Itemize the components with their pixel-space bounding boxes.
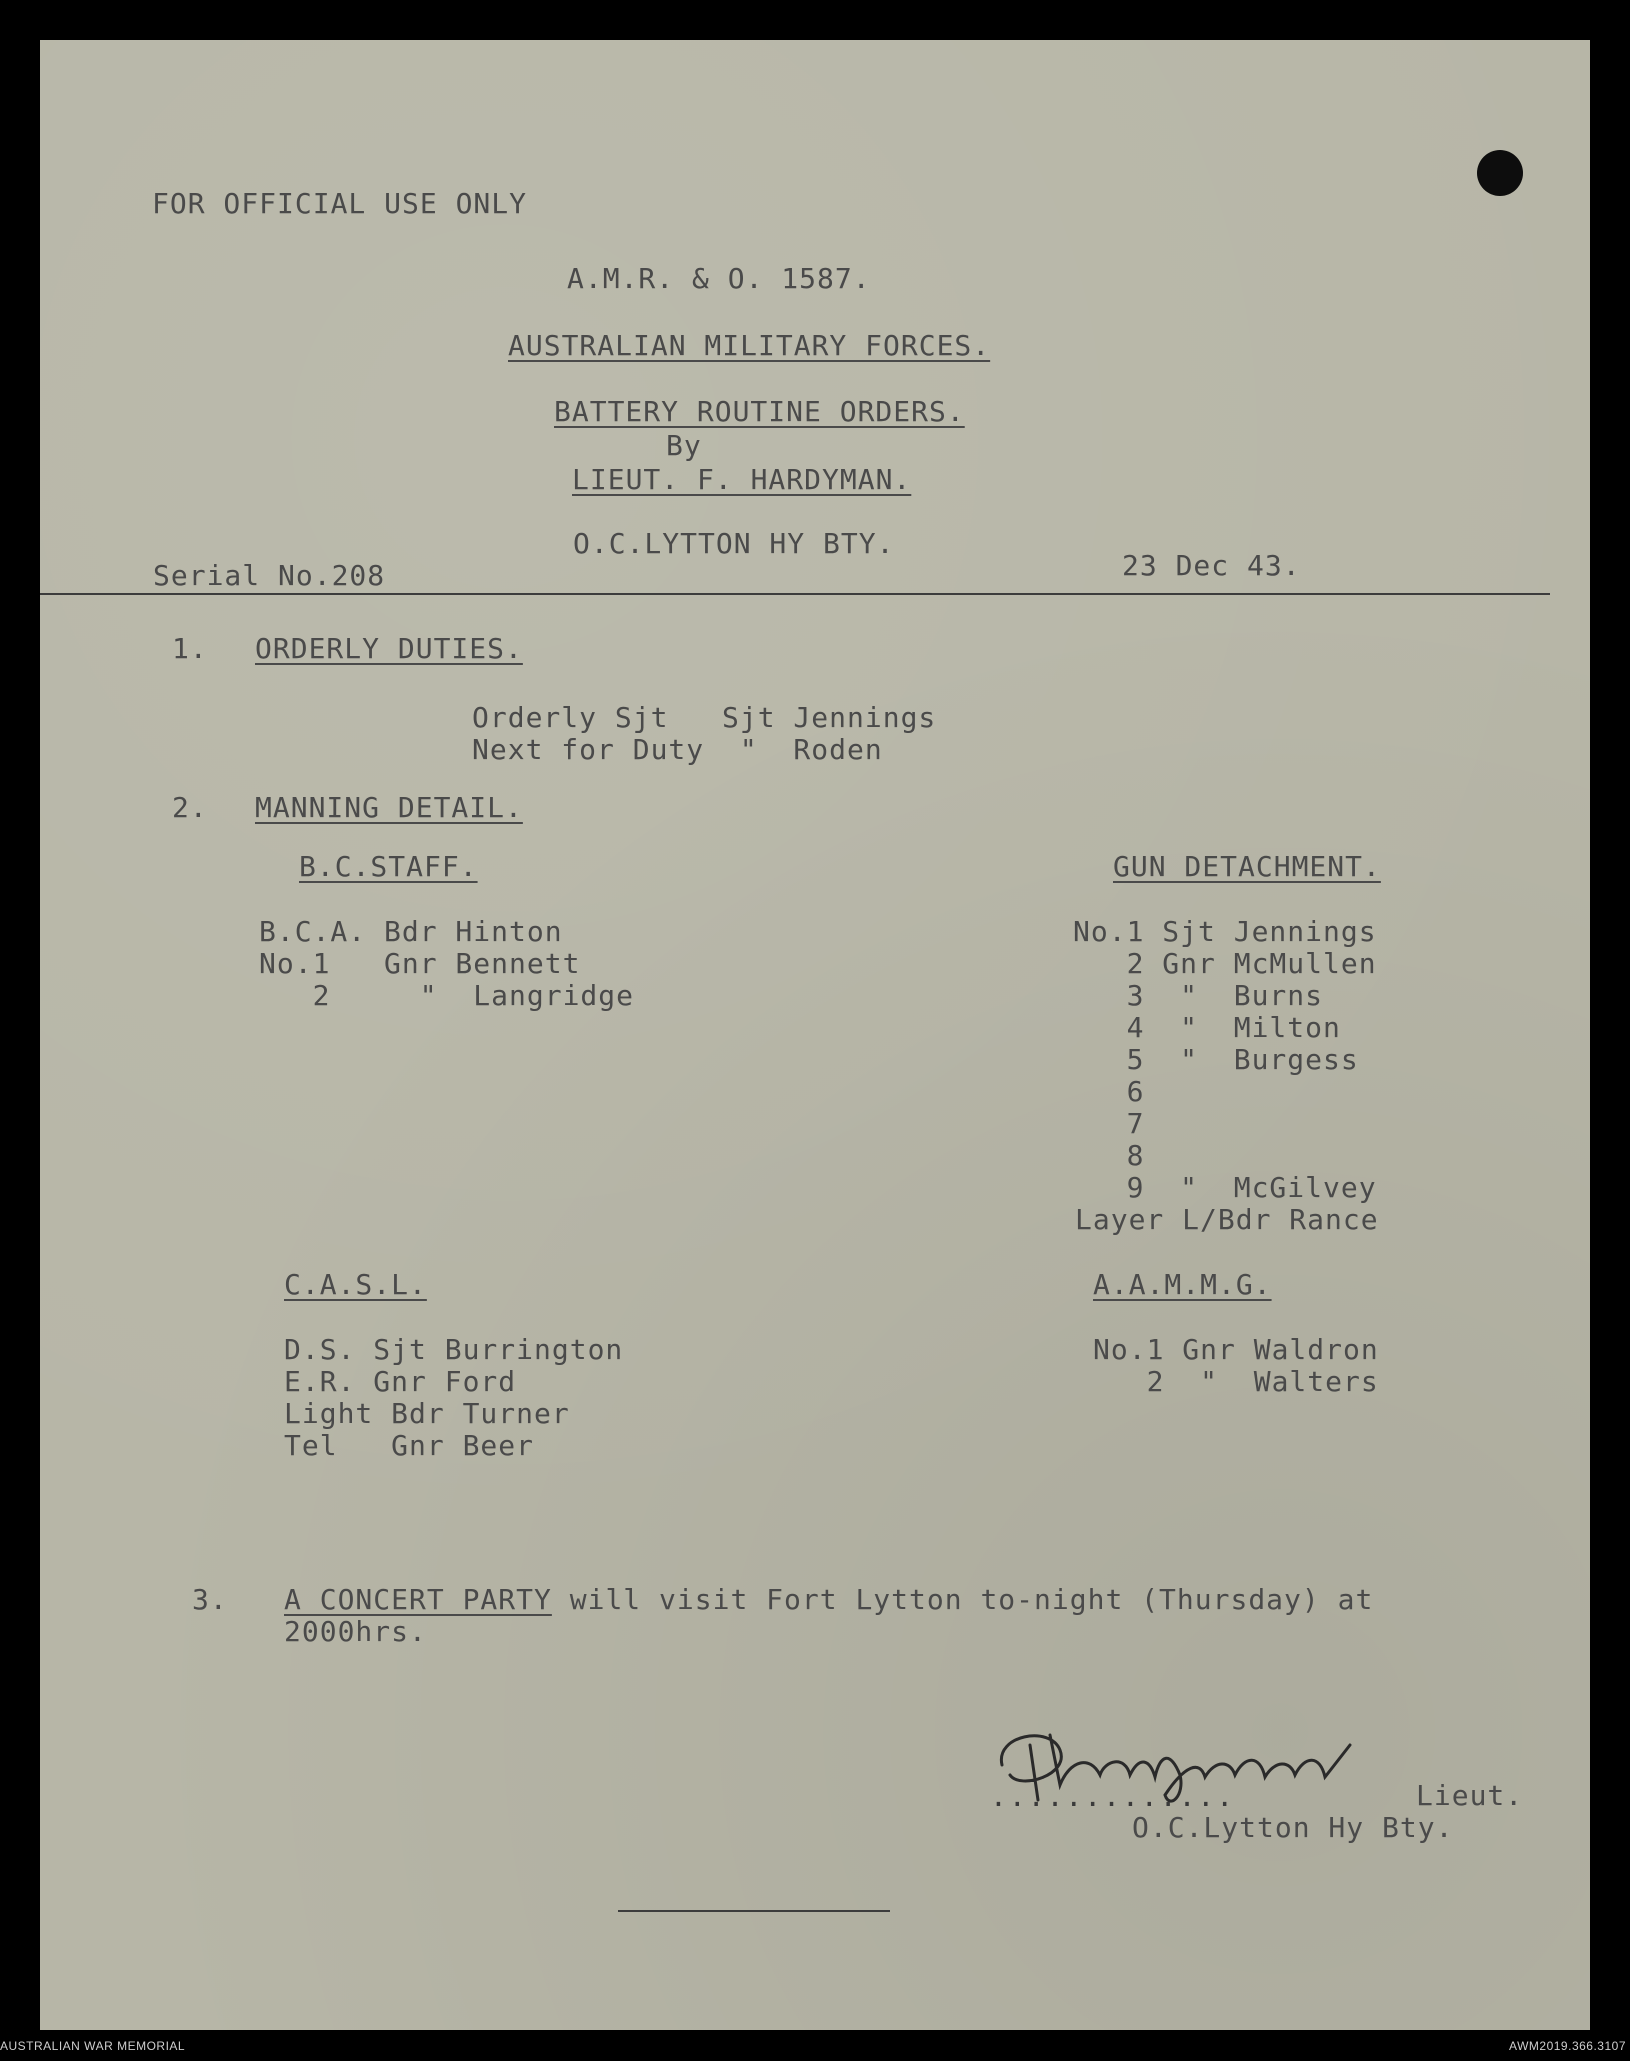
gun-detachment-line: 9 " McGilvey (1073, 1171, 1377, 1204)
aammg-title: A.A.M.M.G. (1093, 1268, 1272, 1301)
concert-party-highlight: A CONCERT PARTY (284, 1583, 552, 1616)
section-3-body: will visit Fort Lytton to-night (Thursday) at (551, 1583, 1374, 1616)
reference-number: A.M.R. & O. 1587. (567, 262, 871, 295)
section-3-number: 3. (192, 1583, 228, 1616)
section-2-number: 2. (172, 791, 208, 824)
casl-line: Light Bdr Turner (284, 1397, 570, 1430)
gun-detachment-title: GUN DETACHMENT. (1113, 850, 1381, 883)
gun-detachment-line: No.1 Sjt Jennings (1073, 915, 1377, 948)
section-1-number: 1. (172, 632, 208, 665)
gun-detachment-line: 3 " Burns (1073, 979, 1324, 1012)
gun-detachment-line: 8 (1073, 1139, 1145, 1172)
gun-detachment-line: Layer L/Bdr Rance (1075, 1203, 1379, 1236)
gun-detachment-line: 7 (1073, 1107, 1145, 1140)
casl-line: D.S. Sjt Burrington (284, 1333, 624, 1366)
gun-detachment-line: 5 " Burgess (1073, 1043, 1359, 1076)
document-title: BATTERY ROUTINE ORDERS. (554, 395, 965, 428)
closing-rule (618, 1910, 890, 1912)
section-1-title: ORDERLY DUTIES. (255, 632, 523, 665)
classification-label: FOR OFFICIAL USE ONLY (152, 187, 528, 220)
orderly-sjt-line: Orderly Sjt Sjt Jennings (472, 701, 937, 734)
signature-line: ............. (990, 1780, 1236, 1813)
gun-detachment-line: 2 Gnr McMullen (1073, 947, 1377, 980)
order-date: 23 Dec 43. (1122, 549, 1301, 582)
document-page (40, 40, 1590, 2030)
unit-name: O.C.LYTTON HY BTY. (573, 527, 895, 560)
serial-number: Serial No.208 (153, 559, 386, 592)
gun-detachment-line: 4 " Milton (1073, 1011, 1341, 1044)
bc-staff-line: B.C.A. Bdr Hinton (259, 915, 563, 948)
archive-label: AUSTRALIAN WAR MEMORIAL (0, 2039, 186, 2053)
section-2-title: MANNING DETAIL. (255, 791, 523, 824)
gun-detachment-line: 6 (1073, 1075, 1145, 1108)
header-divider (40, 593, 1550, 595)
casl-line: Tel Gnr Beer (284, 1429, 535, 1462)
casl-line: E.R. Gnr Ford (284, 1365, 517, 1398)
signatory-rank: Lieut. (1416, 1779, 1524, 1812)
section-3-text (284, 1584, 1373, 1616)
bc-staff-line: No.1 Gnr Bennett (259, 947, 581, 980)
aammg-line: No.1 Gnr Waldron (1093, 1333, 1379, 1366)
bc-staff-title: B.C.STAFF. (299, 850, 478, 883)
aammg-line: 2 " Walters (1093, 1365, 1379, 1398)
bc-staff-line: 2 " Langridge (259, 979, 635, 1012)
by-label: By (666, 429, 702, 462)
organisation-title: AUSTRALIAN MILITARY FORCES. (508, 329, 991, 362)
officer-name: LIEUT. F. HARDYMAN. (572, 463, 912, 496)
punch-hole (1477, 150, 1523, 196)
signatory-unit: O.C.Lytton Hy Bty. (1132, 1811, 1454, 1844)
next-for-duty-line: Next for Duty " Roden (472, 733, 883, 766)
section-3-time: 2000hrs. (284, 1615, 427, 1648)
casl-title: C.A.S.L. (284, 1268, 427, 1301)
archive-reference: AWM2019.366.3107 (1509, 2039, 1626, 2053)
